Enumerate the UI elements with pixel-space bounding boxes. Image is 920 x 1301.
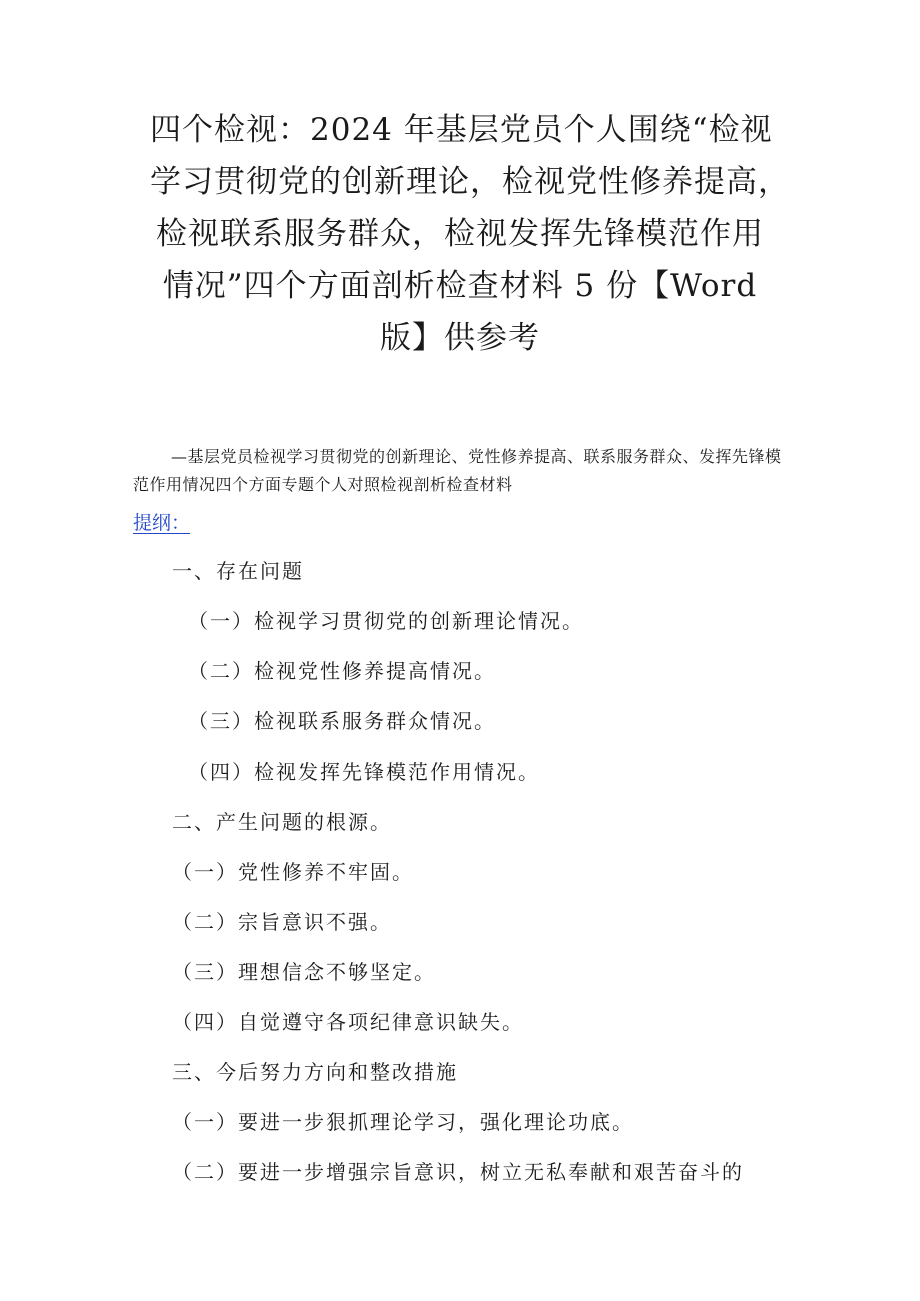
outline-item: （二）检视党性修养提高情况。 bbox=[188, 659, 496, 683]
section-heading: 三、今后努力方向和整改措施 bbox=[172, 1060, 458, 1084]
title-line: 版】供参考 bbox=[380, 320, 540, 356]
title-line: 学习贯彻党的创新理论，检视党性修养提高， bbox=[150, 164, 790, 200]
outline-item: （四）检视发挥先锋模范作用情况。 bbox=[188, 760, 540, 784]
document-title bbox=[150, 104, 790, 364]
section-heading: 二、产生问题的根源。 bbox=[172, 810, 392, 834]
outline-item: （四）自觉遵守各项纪律意识缺失。 bbox=[172, 1010, 524, 1034]
outline-item: （一）要进一步狠抓理论学习，强化理论功底。 bbox=[172, 1110, 634, 1134]
section-heading: 一、存在问题 bbox=[172, 559, 304, 583]
outline-item: （二）宗旨意识不强。 bbox=[172, 910, 392, 934]
outline-link[interactable]: 提纲： bbox=[133, 512, 191, 534]
outline-item: （一）检视学习贯彻党的创新理论情况。 bbox=[188, 609, 584, 633]
title-line: 情况”四个方面剖析检查材料 5 份【Word bbox=[162, 268, 758, 304]
outline-item: （三）检视联系服务群众情况。 bbox=[188, 709, 496, 733]
title-line: 四个检视：2024 年基层党员个人围绕“检视 bbox=[150, 112, 773, 148]
outline-item: （一）党性修养不牢固。 bbox=[172, 860, 414, 884]
outline-item: （二）要进一步增强宗旨意识，树立无私奉献和艰苦奋斗的 bbox=[172, 1160, 744, 1184]
outline-item: （三）理想信念不够坚定。 bbox=[172, 960, 436, 984]
title-line: 检视联系服务群众，检视发挥先锋模范作用 bbox=[156, 216, 764, 252]
document-subtitle: —基层党员检视学习贯彻党的创新理论、党性修养提高、联系服务群众、发挥先锋模范作用情况四个方面专题个人对照检视剖析检查材料 bbox=[133, 447, 782, 494]
